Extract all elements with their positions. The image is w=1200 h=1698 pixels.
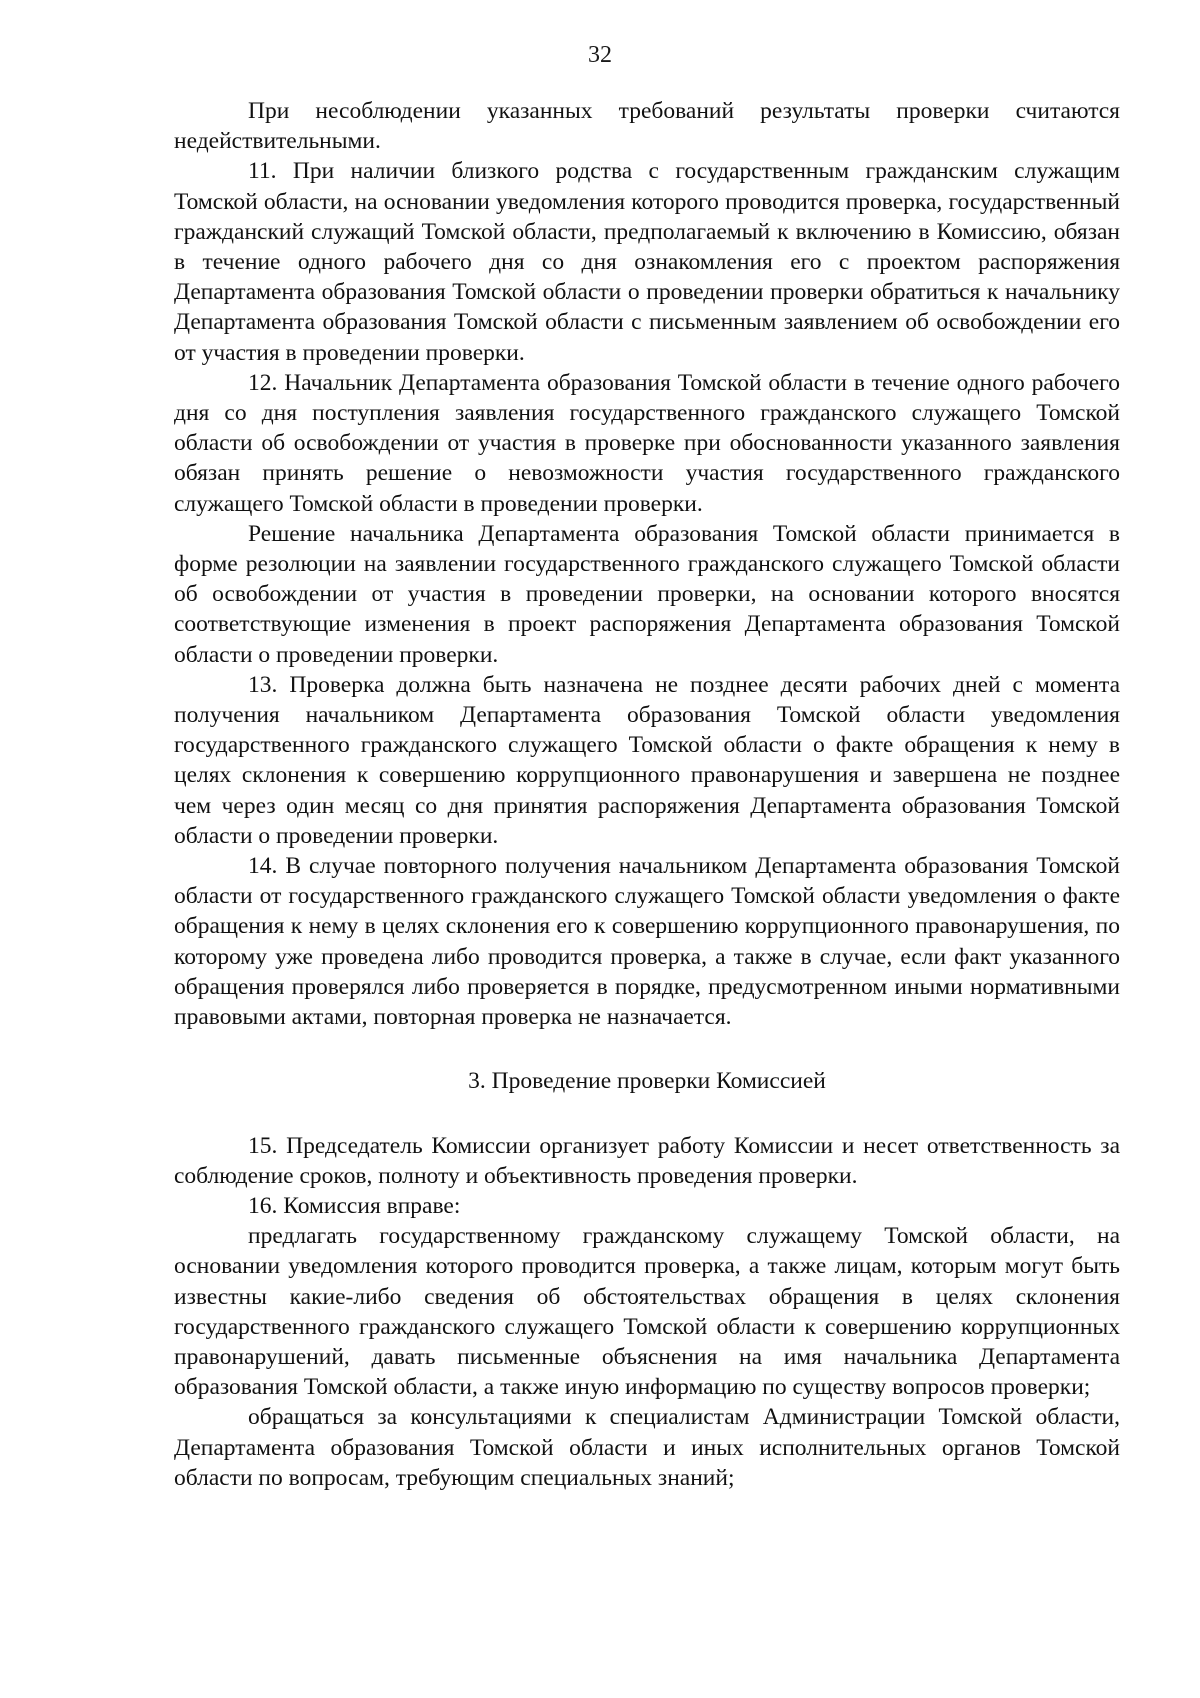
- section-heading: 3. Проведение проверки Комиссией: [468, 1068, 826, 1095]
- paragraph-16-item-explanations: предлагать государственному гражданскому служащему Томской области, на основании уведомления которого проводится проверка, а также лицам, которым могут быть известны какие-либо сведения об обстоятельствах обращения в целях склонения государственного гражданского служащего Томской области к совершению коррупционных правонарушений, давать письменные объяснения на имя начальника Департамента образования Томской области, а также иную информацию по существу вопросов проверки;: [174, 1223, 1120, 1401]
- paragraph-13: 13. Проверка должна быть назначена не позднее десяти рабочих дней с момента получения начальником Департамента образования Томской области уведомления государственного гражданского служащего Томской области о факте обращения к нему в целях склонения к совершению коррупционного правонарушения и завершена не позднее чем через один месяц со дня принятия распоряжения Департамента образования Томской области о проведении проверки.: [174, 671, 1120, 849]
- paragraph-15: 15. Председатель Комиссии организует работу Комиссии и несет ответственность за соблюдение сроков, полноту и объективность проведения проверки.: [174, 1132, 1120, 1189]
- paragraph-decision: Решение начальника Департамента образования Томской области принимается в форме резолюции на заявлении государственного гражданского служащего Томской области об освобождении от участия в проведении проверки, на основании которого вносятся соответствующие изменения в проект распоряжения Департамента образования Томской области о проведении проверки.: [174, 520, 1120, 668]
- paragraph-16-item-consultations: обращаться за консультациями к специалистам Администрации Томской области, Департамента образования Томской области и иных исполнительных органов Томской области по вопросам, требующим специальных знаний;: [174, 1404, 1120, 1491]
- paragraph-16: 16. Комиссия вправе:: [248, 1192, 461, 1219]
- document-body: [174, 96, 1120, 1493]
- paragraph-14: 14. В случае повторного получения начальником Департамента образования Томской области от государственного гражданского служащего Томской области уведомления о факте обращения к нему в целях склонения его к совершению коррупционного правонарушения, по которому уже проведена либо проводится проверка, а также в случае, если факт указанного обращения проверялся либо проверяется в порядке, предусмотренном иными нормативными правовыми актами, повторная проверка не назначается.: [174, 853, 1120, 1031]
- paragraph-12: 12. Начальник Департамента образования Томской области в течение одного рабочего дня со дня поступления заявления государственного гражданского служащего Томской области об освобождении от участия в проверке при обоснованности указанного заявления обязан принять решение о невозможности участия государственного гражданского служащего Томской области в проведении проверки.: [174, 369, 1120, 517]
- paragraph-11: 11. При наличии близкого родства с государственным гражданским служащим Томской области, на основании уведомления которого проводится проверка, государственный гражданский служащий Томской области, предполагаемый к включению в Комиссию, обязан в течение одного рабочего дня со дня ознакомления его с проектом распоряжения Департамента образования Томской области о проведении проверки обратиться к начальнику Департамента образования Томской области с письменным заявлением об освобождении его от участия в проведении проверки.: [174, 158, 1120, 366]
- paragraph-invalid-results: При несоблюдении указанных требований результаты проверки считаются недействительными.: [174, 98, 1120, 155]
- page-number: 32: [588, 42, 612, 68]
